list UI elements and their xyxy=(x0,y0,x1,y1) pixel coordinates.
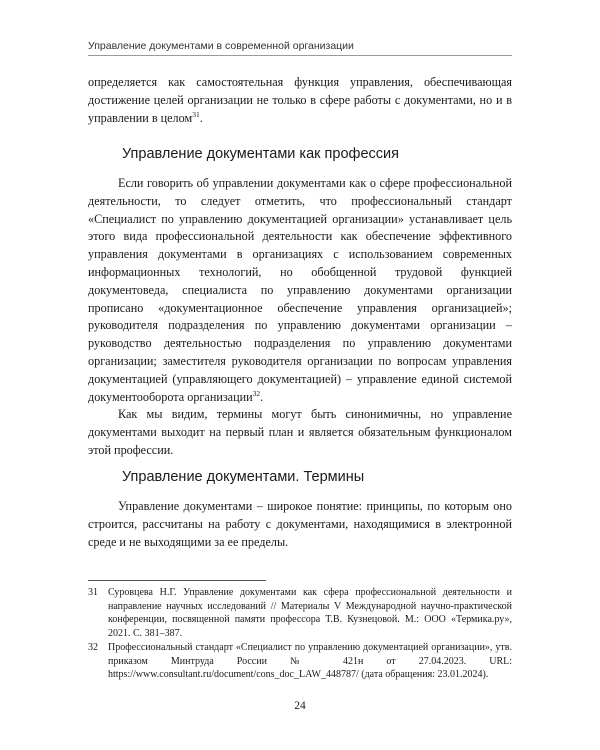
page-number: 24 xyxy=(294,700,306,712)
paragraph-terms: Управление документами – широкое понятие: принципы, по которым оно строится, рассчитаны на работу с документами, находящимися в электронной среде и не выходящими за ее пределы. xyxy=(88,499,512,549)
paragraph-profession-standard: Если говорить об управлении документами как о сфере профессиональной деятельности, то следует отметить, что профессиональный стандарт «Специалист по управлению документацией организации» устанавливает цель этого вида профессиональной деятельности как обеспечение эффективного управления документами в организациях с использованием современных информационных технологий, но обобщенной трудовой функцией документоведа, специалиста по управлению документами организации прописано «документационное обеспечение управления организацией»; руководителя подразделения по управлению документами организации – руководство деятельностью подразделения по управлению документами организации; заместителя руководителя организации по вопросам управления документацией (управляющего документацией) – управление единой системой документооборота организации$^{32}$. xyxy=(88,176,512,404)
paragraph-continuation: определяется как самостоятельная функция управления, обеспечивающая достижение целей организации не только в сфере работы с документами, но и в управлении в целом$^{31}$. xyxy=(88,75,512,125)
running-title: Управление документами в современной организации xyxy=(88,40,354,52)
footnote-number: 31 xyxy=(88,587,98,598)
footnote-text: Профессиональный стандарт «Специалист по управлению документацией организации», утв. приказом Минтруда России № 421н от 27.04.2023. URL: https://www.consultant.ru/document/cons_doc_LAW_448787/ (дата обращения: 23.01.2024). xyxy=(108,642,512,681)
footnote-number: 32 xyxy=(88,642,98,653)
paragraph-synonyms: Как мы видим, термины могут быть синонимичны, но управление документами выходит на первый план и является обязательным функционалом этой профессии. xyxy=(88,407,512,457)
footnote-ref-31[interactable]: 31 xyxy=(192,109,200,119)
section-heading-terms: Управление документами. Термины xyxy=(122,469,365,485)
section-heading-profession: Управление документами как профессия xyxy=(122,146,399,162)
footnote-separator xyxy=(88,580,266,581)
running-header xyxy=(88,40,512,56)
footnote-text: Суровцева Н.Г. Управление документами как сфера профессиональной деятельности и направление научных исследований // Материалы V Международной научно-практической конференции, посвященной памяти профессора Т.В. Кузнецовой. М.: ООО «Термика.ру», 2021. С. 381–387. xyxy=(108,587,512,639)
footnote-32 xyxy=(88,641,512,682)
footnote-31 xyxy=(88,586,512,640)
footnote-ref-32[interactable]: 32 xyxy=(252,388,261,398)
